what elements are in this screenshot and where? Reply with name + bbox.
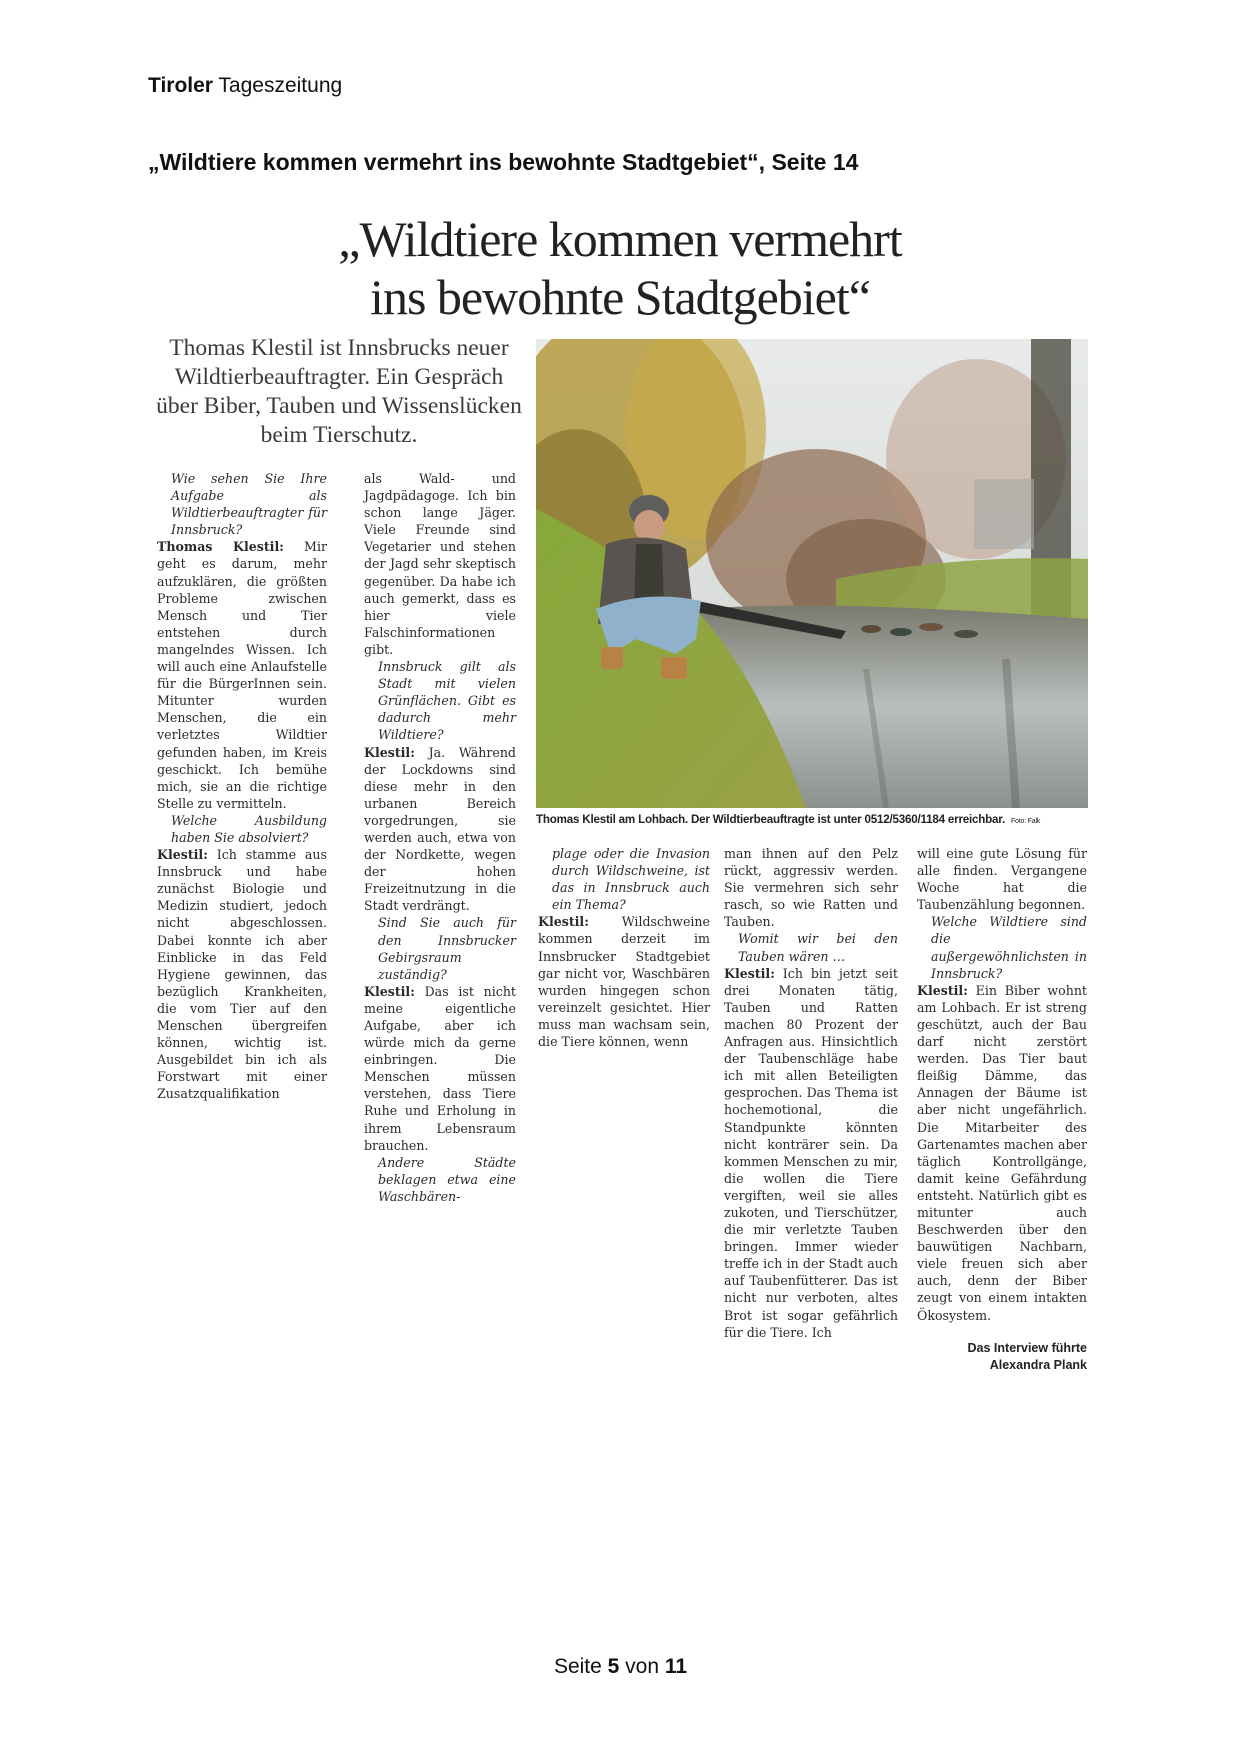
page-number-middle: von [619, 1655, 665, 1678]
interview-answer [538, 913, 710, 1050]
answer-text: Ich bin jetzt seit drei Monaten tätig, Tauben und Ratten machen 80 Prozent der Anfragen aus. Hinsichtlich der Taubenschläge habe ich mit allen Beteiligten gesprochen. Das Thema ist hochemotional, die Standpunkte könnten nicht konträrer sein. Da kommen Menschen zu mir, die wollen die Tiere vergiften, weil sie alles zukoten, und Tierschützer, die mir verletzte Tauben bringen. Immer wieder treffe ich in der Stadt auch auf Taubenfütterer. Das ist nicht nur verboten, altes Brot ist sogar gefährlich für die Tiere. Ich [724, 965, 898, 1340]
headline-line-2: ins bewohnte Stadtgebiet“ [370, 269, 870, 325]
page-number [0, 1655, 1241, 1679]
page-number-prefix: Seite [553, 1655, 608, 1678]
text-column-1 [157, 470, 327, 1102]
photo-building [974, 479, 1034, 549]
answer-text: Das ist nicht meine eigentliche Aufgabe, aber ich würde mich da gerne einbringen. Die Menschen müssen verstehen, dass Tiere Ruhe und Erholung in ihrem Lebensraum brauchen. [364, 983, 516, 1153]
interview-answer [917, 982, 1087, 1324]
text-column-3 [538, 845, 710, 1050]
interview-question: Sind Sie auch für den Innsbrucker Gebirgsraum zuständig? [378, 915, 516, 982]
answer-text: Mir geht es darum, mehr aufzuklären, die größten Probleme zwischen Mensch und Tier entstehen durch mangelndes Wissen. Ich will auch eine Anlaufstelle für die BürgerInnen sein. Mitunter wurden Menschen, die ein verletztes Wildtier gefunden haben, im Kreis geschickt. Ich bemühe mich, sie an die richtige Stelle zu vermitteln. [157, 539, 327, 811]
interview-answer [724, 965, 898, 1341]
article-headline [240, 210, 1000, 326]
text-column-2 [364, 470, 516, 1205]
speaker-name: Klestil: [724, 965, 775, 981]
publication-name-rest: Tageszeitung [212, 74, 343, 97]
interview-question: Innsbruck gilt als Stadt mit vielen Grünflächen. Gibt es dadurch mehr Wildtiere? [378, 659, 516, 743]
speaker-name: Klestil: [364, 744, 415, 760]
article-photo [536, 339, 1088, 808]
photo-duck [861, 625, 881, 633]
article-reference: „Wildtiere kommen vermehrt ins bewohnte Stadtgebiet“, Seite 14 [148, 149, 859, 175]
interview-question: Andere Städte beklagen etwa eine Waschbären- [378, 1154, 516, 1204]
answer-text: Ein Biber wohnt am Lohbach. Er ist streng geschützt, auch der Bau darf nicht zerstört werden. Das Tier baut fleißig Dämme, das Annagen der Bäume ist aber nicht ungefährlich. Die Mitarbeiter des Gartenamtes machen aber täglich Kontrollgänge, damit keine Gefährdung entsteht. Natürlich gibt es mitunter auch Beschwerden über den bauwütigen Nachbarn, viele freuen sich aber auch, denn der Biber zeugt von einem intakten Ökosystem. [917, 982, 1087, 1323]
publication-name [148, 74, 342, 98]
answer-text: Wildschweine kommen derzeit im Innsbrucker Stadtgebiet gar nicht vor, Waschbären wurden hingegen schon vereinzelt gesichtet. Hier muss man wachsam sein, die Tiere können, wenn [538, 914, 710, 1050]
total-pages: 11 [664, 1655, 688, 1678]
current-page: 5 [607, 1655, 620, 1678]
speaker-name: Klestil: [917, 982, 968, 998]
byline [917, 1340, 1087, 1374]
answer-text: Ja. Während der Lockdowns sind diese mehr in den urbanen Bereich vorgedrungen, sie werden auch, etwa von der Nordkette, wegen der hohen Freizeitnutzung in die Stadt verdrängt. [364, 744, 516, 914]
interview-answer [364, 744, 516, 915]
text-column-5 [917, 845, 1087, 1374]
body-text: will eine gute Lösung für alle finden. Vergangene Woche hat die Taubenzählung begonnen. [917, 846, 1087, 913]
text-column-4 [724, 845, 898, 1341]
headline-line-1: „Wildtiere kommen vermehrt [338, 211, 902, 267]
byline-line-1: Das Interview führte [967, 1340, 1087, 1355]
interview-question: plage oder die Invasion durch Wildschweine, ist das in Innsbruck auch ein Thema? [552, 846, 710, 913]
speaker-name: Thomas Klestil: [157, 539, 284, 555]
publication-name-bold: Tiroler [148, 74, 213, 97]
interview-question: Womit wir bei den Tauben wären … [738, 931, 898, 964]
body-text: als Wald- und Jagdpädagoge. Ich bin schon lange Jäger. Viele Freunde sind Vegetarier und stehen der Jagd sehr skeptisch gegenüber. Da habe ich auch gemerkt, dass es hier viele Falschinformationen gibt. [364, 471, 516, 657]
body-text: man ihnen auf den Pelz rückt, aggressiv werden. Sie vermehren sich sehr rasch, so wie Ratten und Tauben. [724, 846, 898, 930]
interview-question: Welche Ausbildung haben Sie absolviert? [171, 812, 327, 845]
interview-answer [157, 846, 327, 1102]
interview-answer [364, 983, 516, 1154]
speaker-name: Klestil: [364, 983, 415, 999]
interview-answer [157, 538, 327, 812]
photo-caption [536, 813, 1092, 826]
photo-caption-text: Thomas Klestil am Lohbach. Der Wildtierbeauftragte ist unter 0512/5360/1184 erreichbar. [536, 813, 1005, 826]
speaker-name: Klestil: [538, 914, 589, 930]
photo-credit: Foto: Falk [1010, 818, 1041, 825]
interview-question: Wie sehen Sie Ihre Aufgabe als Wildtierbeauftragter für Innsbruck? [171, 471, 327, 538]
answer-text: Ich stamme aus Innsbruck und habe zunächst Biologie und Medizin studiert, jedoch nicht abgeschlossen. Dabei konnte ich aber Einblicke in das Feld Hygiene gewinnen, das bezüglich Krankheiten, die vom Tier auf den Menschen übergreifen können, wichtig ist. Ausgebildet bin ich als Forstwart mit einer Zusatzqualifikation [157, 847, 327, 1102]
interview-question: Welche Wildtiere sind die außergewöhnlichsten in Innsbruck? [931, 914, 1087, 981]
speaker-name: Klestil: [157, 847, 208, 863]
byline-author: Alexandra Plank [989, 1357, 1087, 1372]
article-standfirst: Thomas Klestil ist Innsbrucks neuer Wildtierbeauftragter. Ein Gespräch über Biber, Tauben und Wissenslücken beim Tierschutz. [156, 335, 522, 448]
